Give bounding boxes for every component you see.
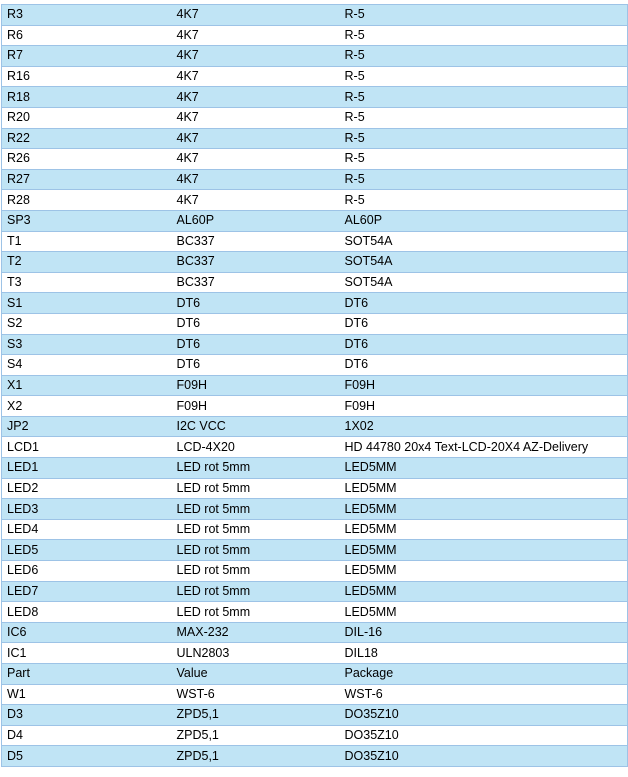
table-row[interactable] [2, 210, 628, 231]
table-row[interactable] [2, 540, 628, 561]
package-cell[interactable]: Package [340, 664, 628, 685]
part-cell[interactable]: T3 [2, 272, 172, 293]
package-cell[interactable]: LED5MM [340, 540, 628, 561]
value-cell[interactable]: I2C VCC [172, 416, 340, 437]
package-cell[interactable]: WST-6 [340, 684, 628, 705]
part-cell[interactable]: LCD1 [2, 437, 172, 458]
package-cell[interactable]: R-5 [340, 190, 628, 211]
value-cell[interactable]: MAX-232 [172, 622, 340, 643]
package-cell[interactable]: R-5 [340, 149, 628, 170]
part-cell[interactable]: LED1 [2, 458, 172, 479]
part-cell[interactable]: X2 [2, 396, 172, 417]
package-cell[interactable]: R-5 [340, 128, 628, 149]
table-row[interactable] [2, 66, 628, 87]
part-cell[interactable]: S4 [2, 355, 172, 376]
value-cell[interactable]: LED rot 5mm [172, 478, 340, 499]
package-cell[interactable]: R-5 [340, 66, 628, 87]
value-cell[interactable]: ZPD5,1 [172, 705, 340, 726]
part-cell[interactable]: R28 [2, 190, 172, 211]
table-row[interactable] [2, 684, 628, 705]
value-cell[interactable]: AL60P [172, 210, 340, 231]
part-cell[interactable]: W1 [2, 684, 172, 705]
part-cell[interactable]: S3 [2, 334, 172, 355]
table-row[interactable] [2, 5, 628, 26]
package-cell[interactable]: DIL18 [340, 643, 628, 664]
value-cell[interactable]: WST-6 [172, 684, 340, 705]
part-cell[interactable]: LED7 [2, 581, 172, 602]
value-cell[interactable]: 4K7 [172, 128, 340, 149]
part-cell[interactable]: R7 [2, 46, 172, 67]
table-row[interactable] [2, 355, 628, 376]
value-cell[interactable]: 4K7 [172, 46, 340, 67]
value-cell[interactable]: LED rot 5mm [172, 458, 340, 479]
parts-list-table [1, 4, 628, 767]
part-cell[interactable]: D3 [2, 705, 172, 726]
value-cell[interactable]: 4K7 [172, 149, 340, 170]
package-cell[interactable]: DT6 [340, 334, 628, 355]
part-cell[interactable]: S2 [2, 313, 172, 334]
package-cell[interactable]: LED5MM [340, 581, 628, 602]
table-row[interactable] [2, 128, 628, 149]
value-cell[interactable]: 4K7 [172, 5, 340, 26]
value-cell[interactable]: DT6 [172, 313, 340, 334]
part-cell[interactable]: LED5 [2, 540, 172, 561]
table-row[interactable] [2, 725, 628, 746]
table-row[interactable] [2, 231, 628, 252]
package-cell[interactable]: AL60P [340, 210, 628, 231]
part-cell[interactable]: LED3 [2, 499, 172, 520]
parts-list-body [2, 5, 628, 767]
part-cell[interactable]: D4 [2, 725, 172, 746]
package-cell[interactable]: LED5MM [340, 458, 628, 479]
package-cell[interactable]: F09H [340, 375, 628, 396]
part-cell[interactable]: D5 [2, 746, 172, 767]
part-cell[interactable]: R18 [2, 87, 172, 108]
package-cell[interactable]: R-5 [340, 25, 628, 46]
package-cell[interactable]: DT6 [340, 313, 628, 334]
package-cell[interactable]: F09H [340, 396, 628, 417]
table-row[interactable] [2, 107, 628, 128]
value-cell[interactable]: BC337 [172, 272, 340, 293]
table-row[interactable] [2, 190, 628, 211]
package-cell[interactable]: LED5MM [340, 499, 628, 520]
part-cell[interactable]: Part [2, 664, 172, 685]
table-row[interactable] [2, 25, 628, 46]
part-cell[interactable]: LED2 [2, 478, 172, 499]
value-cell[interactable]: DT6 [172, 334, 340, 355]
table-row[interactable] [2, 478, 628, 499]
package-cell[interactable]: DO35Z10 [340, 746, 628, 767]
table-row[interactable] [2, 519, 628, 540]
part-cell[interactable]: SP3 [2, 210, 172, 231]
package-cell[interactable]: DT6 [340, 293, 628, 314]
package-cell[interactable]: SOT54A [340, 231, 628, 252]
part-cell[interactable]: LED6 [2, 561, 172, 582]
value-cell[interactable]: 4K7 [172, 107, 340, 128]
package-cell[interactable]: R-5 [340, 46, 628, 67]
package-cell[interactable]: LED5MM [340, 519, 628, 540]
table-row[interactable] [2, 458, 628, 479]
part-cell[interactable]: JP2 [2, 416, 172, 437]
part-cell[interactable]: IC6 [2, 622, 172, 643]
table-row[interactable] [2, 561, 628, 582]
value-cell[interactable]: BC337 [172, 231, 340, 252]
table-row[interactable] [2, 149, 628, 170]
value-cell[interactable]: 4K7 [172, 169, 340, 190]
table-row[interactable] [2, 375, 628, 396]
part-cell[interactable]: R26 [2, 149, 172, 170]
package-cell[interactable]: 1X02 [340, 416, 628, 437]
table-row[interactable] [2, 581, 628, 602]
value-cell[interactable]: ZPD5,1 [172, 725, 340, 746]
table-row[interactable] [2, 272, 628, 293]
value-cell[interactable]: ZPD5,1 [172, 746, 340, 767]
part-cell[interactable]: T2 [2, 252, 172, 273]
table-row[interactable] [2, 643, 628, 664]
value-cell[interactable]: 4K7 [172, 66, 340, 87]
table-row[interactable] [2, 313, 628, 334]
part-cell[interactable]: T1 [2, 231, 172, 252]
package-cell[interactable]: SOT54A [340, 272, 628, 293]
part-cell[interactable]: R16 [2, 66, 172, 87]
value-cell[interactable]: Value [172, 664, 340, 685]
table-row[interactable] [2, 499, 628, 520]
part-cell[interactable]: LED8 [2, 602, 172, 623]
value-cell[interactable]: DT6 [172, 293, 340, 314]
value-cell[interactable]: 4K7 [172, 87, 340, 108]
package-cell[interactable]: DIL-16 [340, 622, 628, 643]
value-cell[interactable]: LED rot 5mm [172, 519, 340, 540]
package-cell[interactable]: LED5MM [340, 478, 628, 499]
value-cell[interactable]: 4K7 [172, 190, 340, 211]
value-cell[interactable]: DT6 [172, 355, 340, 376]
value-cell[interactable]: LED rot 5mm [172, 561, 340, 582]
part-cell[interactable]: IC1 [2, 643, 172, 664]
value-cell[interactable]: 4K7 [172, 25, 340, 46]
value-cell[interactable]: F09H [172, 375, 340, 396]
value-cell[interactable]: LED rot 5mm [172, 499, 340, 520]
table-row[interactable] [2, 396, 628, 417]
package-cell[interactable]: LED5MM [340, 561, 628, 582]
package-cell[interactable]: DO35Z10 [340, 725, 628, 746]
package-cell[interactable]: SOT54A [340, 252, 628, 273]
package-cell[interactable]: LED5MM [340, 602, 628, 623]
table-row[interactable] [2, 622, 628, 643]
package-cell[interactable]: R-5 [340, 107, 628, 128]
package-cell[interactable]: HD 44780 20x4 Text-LCD-20X4 AZ-Delivery [340, 437, 628, 458]
value-cell[interactable]: LED rot 5mm [172, 581, 340, 602]
table-row[interactable] [2, 293, 628, 314]
table-row[interactable] [2, 705, 628, 726]
part-cell[interactable]: R20 [2, 107, 172, 128]
value-cell[interactable]: LED rot 5mm [172, 540, 340, 561]
part-cell[interactable]: R6 [2, 25, 172, 46]
value-cell[interactable]: F09H [172, 396, 340, 417]
table-row[interactable] [2, 602, 628, 623]
package-cell[interactable]: DO35Z10 [340, 705, 628, 726]
package-cell[interactable]: DT6 [340, 355, 628, 376]
part-cell[interactable]: S1 [2, 293, 172, 314]
part-cell[interactable]: LED4 [2, 519, 172, 540]
package-cell[interactable]: R-5 [340, 87, 628, 108]
part-cell[interactable]: R22 [2, 128, 172, 149]
part-cell[interactable]: R3 [2, 5, 172, 26]
package-cell[interactable]: R-5 [340, 169, 628, 190]
value-cell[interactable]: ULN2803 [172, 643, 340, 664]
package-cell[interactable]: R-5 [340, 5, 628, 26]
value-cell[interactable]: BC337 [172, 252, 340, 273]
table-row[interactable] [2, 334, 628, 355]
table-row[interactable] [2, 252, 628, 273]
table-row[interactable] [2, 416, 628, 437]
table-row[interactable] [2, 169, 628, 190]
part-cell[interactable]: X1 [2, 375, 172, 396]
value-cell[interactable]: LED rot 5mm [172, 602, 340, 623]
table-row[interactable] [2, 46, 628, 67]
table-row[interactable] [2, 746, 628, 767]
table-row[interactable] [2, 437, 628, 458]
part-cell[interactable]: R27 [2, 169, 172, 190]
table-row[interactable] [2, 87, 628, 108]
value-cell[interactable]: LCD-4X20 [172, 437, 340, 458]
table-row[interactable] [2, 664, 628, 685]
